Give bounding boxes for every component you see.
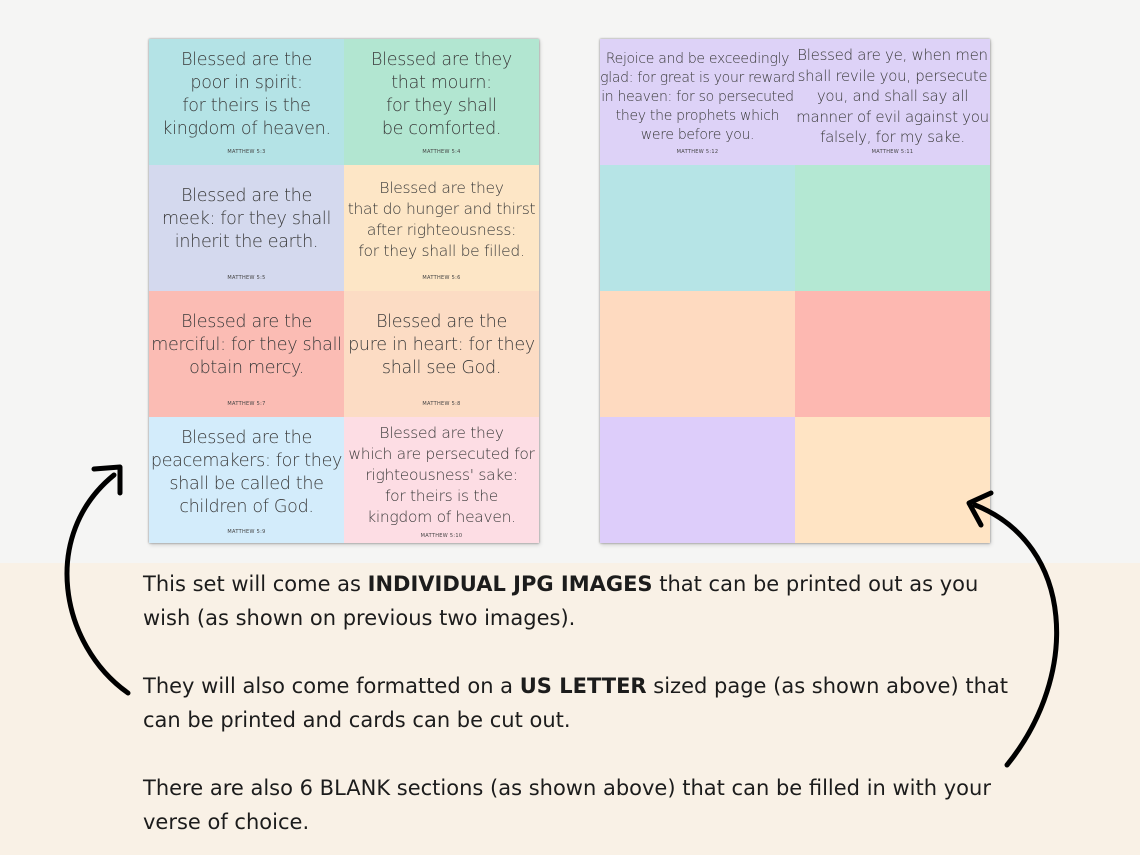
- verse-reference: MATTHEW 5:5: [227, 275, 266, 281]
- blank-card: [795, 165, 990, 291]
- verse-text: Blessed are they that mourn: for they shall be comforted.: [371, 50, 512, 139]
- blank-card: [600, 165, 795, 291]
- verse-card: [795, 39, 990, 165]
- verse-reference: MATTHEW 5:9: [227, 529, 266, 535]
- verse-reference: MATTHEW 5:8: [422, 401, 461, 407]
- verse-text: Blessed are the meek: for they shall inherit the earth.: [161, 186, 332, 252]
- verse-text: Blessed are the poor in spirit: for theirs is the kingdom of heaven.: [162, 50, 331, 139]
- letter-sheet-blanks: [600, 39, 990, 543]
- verse-text: Blessed are the merciful: for they shall obtain mercy.: [151, 312, 342, 378]
- verse-text: Blessed are they that do hunger and thirst after righteousness: for they shall be filled.: [347, 179, 536, 260]
- verse-card: [344, 417, 539, 543]
- blank-card: [600, 417, 795, 543]
- verse-reference: MATTHEW 5:10: [420, 533, 463, 539]
- verse-card: [344, 165, 539, 291]
- verse-card: [149, 165, 344, 291]
- verse-card: [149, 39, 344, 165]
- letter-sheet-filled: [149, 39, 539, 543]
- verse-card: [600, 39, 795, 165]
- verse-text: Blessed are the peacemakers: for they shall be called the children of God.: [150, 428, 343, 517]
- blank-card: [600, 291, 795, 417]
- verse-card: [344, 39, 539, 165]
- verse-card: [149, 417, 344, 543]
- verse-reference: MATTHEW 5:11: [871, 149, 914, 155]
- verse-reference: MATTHEW 5:6: [422, 275, 461, 281]
- verse-text: Blessed are they which are persecuted for righteousness' sake: for theirs is the kingdom of heaven.: [348, 424, 535, 526]
- verse-reference: MATTHEW 5:12: [676, 149, 719, 155]
- verse-card: [149, 291, 344, 417]
- verse-text: Rejoice and be exceedingly glad: for great is your reward in heaven: for so persecuted they the prophets which were before you.: [600, 51, 795, 143]
- info-paragraph-jpg: This set will come as INDIVIDUAL JPG IMAGES that can be printed out as you wish (as shown on previous two images).: [143, 572, 979, 630]
- verse-reference: MATTHEW 5:3: [227, 149, 266, 155]
- verse-card: [344, 291, 539, 417]
- info-paragraph-blanks: There are also 6 BLANK sections (as shown above) that can be filled in with your verse of choice.: [143, 776, 991, 834]
- info-text: [143, 567, 1023, 855]
- verse-text: Blessed are ye, when men shall revile you, persecute you, and shall say all manner of evil against you falsely, for my sake.: [796, 46, 989, 146]
- verse-text: Blessed are the pure in heart: for they shall see God.: [348, 312, 535, 378]
- curved-arrow-left-icon: [40, 455, 150, 705]
- blank-card: [795, 291, 990, 417]
- info-paragraph-letter: They will also come formatted on a US LETTER sized page (as shown above) that can be printed and cards can be cut out.: [143, 674, 1008, 732]
- verse-reference: MATTHEW 5:7: [227, 401, 266, 407]
- verse-reference: MATTHEW 5:4: [422, 149, 461, 155]
